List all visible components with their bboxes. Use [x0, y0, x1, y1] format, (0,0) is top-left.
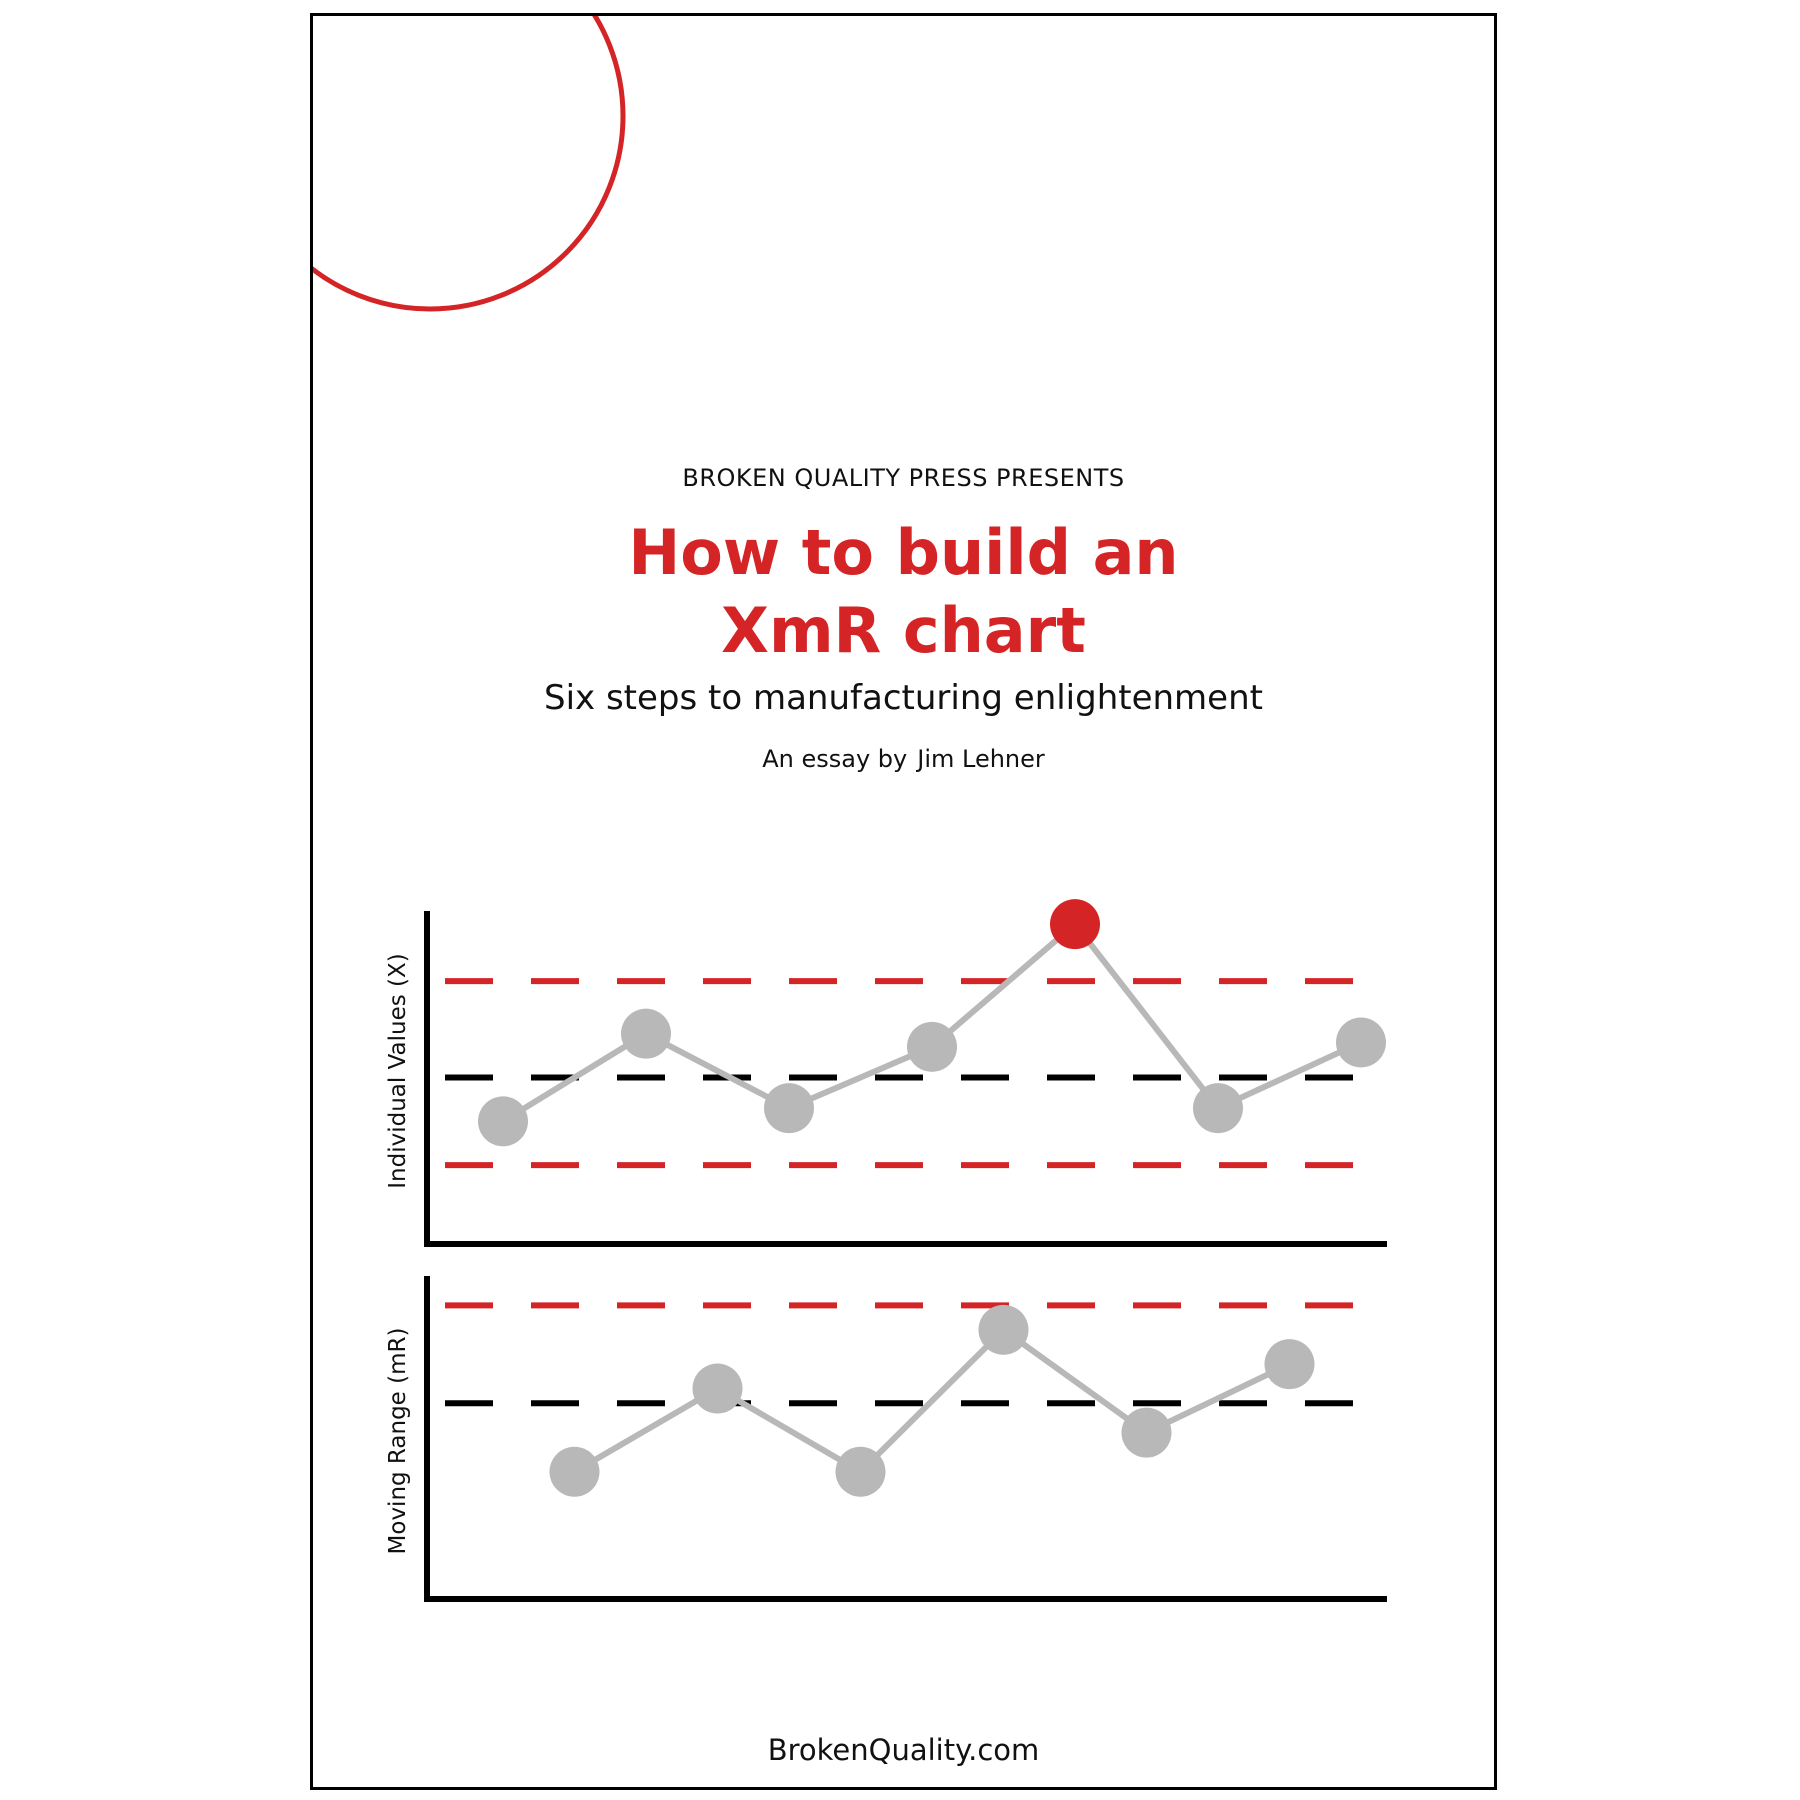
x-chart-data-point: [1336, 1017, 1386, 1067]
byline-prefix: An essay by: [762, 745, 908, 773]
x-chart-data-point: [907, 1022, 957, 1072]
mr-chart-data-point: [979, 1305, 1029, 1355]
title-line-1: How to build an: [628, 516, 1179, 589]
xmr-chart: [313, 16, 1497, 1790]
mr-chart-series-line: [575, 1330, 1290, 1472]
mr-chart-y-axis-title: Moving Range (mR): [385, 1327, 411, 1555]
presenter-line: BROKEN QUALITY PRESS PRESENTS: [682, 464, 1125, 492]
book-subtitle: Six steps to manufacturing enlightenment: [544, 678, 1263, 718]
mr-chart-data-point: [1122, 1408, 1172, 1458]
mr-chart-data-point: [836, 1447, 886, 1497]
x-chart-data-point: [1193, 1083, 1243, 1133]
author-name: Jim Lehner: [917, 745, 1045, 773]
mr-chart-data-point: [693, 1364, 743, 1414]
x-chart-data-point: [621, 1009, 671, 1059]
x-chart-y-axis-title: Individual Values (X): [385, 953, 411, 1189]
website-url: BrokenQuality.com: [767, 1733, 1040, 1767]
x-chart-data-point: [764, 1083, 814, 1133]
x-chart-out-of-control-point: [1050, 899, 1100, 949]
title-line-2: XmR chart: [721, 594, 1086, 667]
mr-chart-data-point: [550, 1447, 600, 1497]
book-cover: [310, 13, 1497, 1790]
mr-chart-data-point: [1265, 1339, 1315, 1389]
x-chart-data-point: [478, 1096, 528, 1146]
